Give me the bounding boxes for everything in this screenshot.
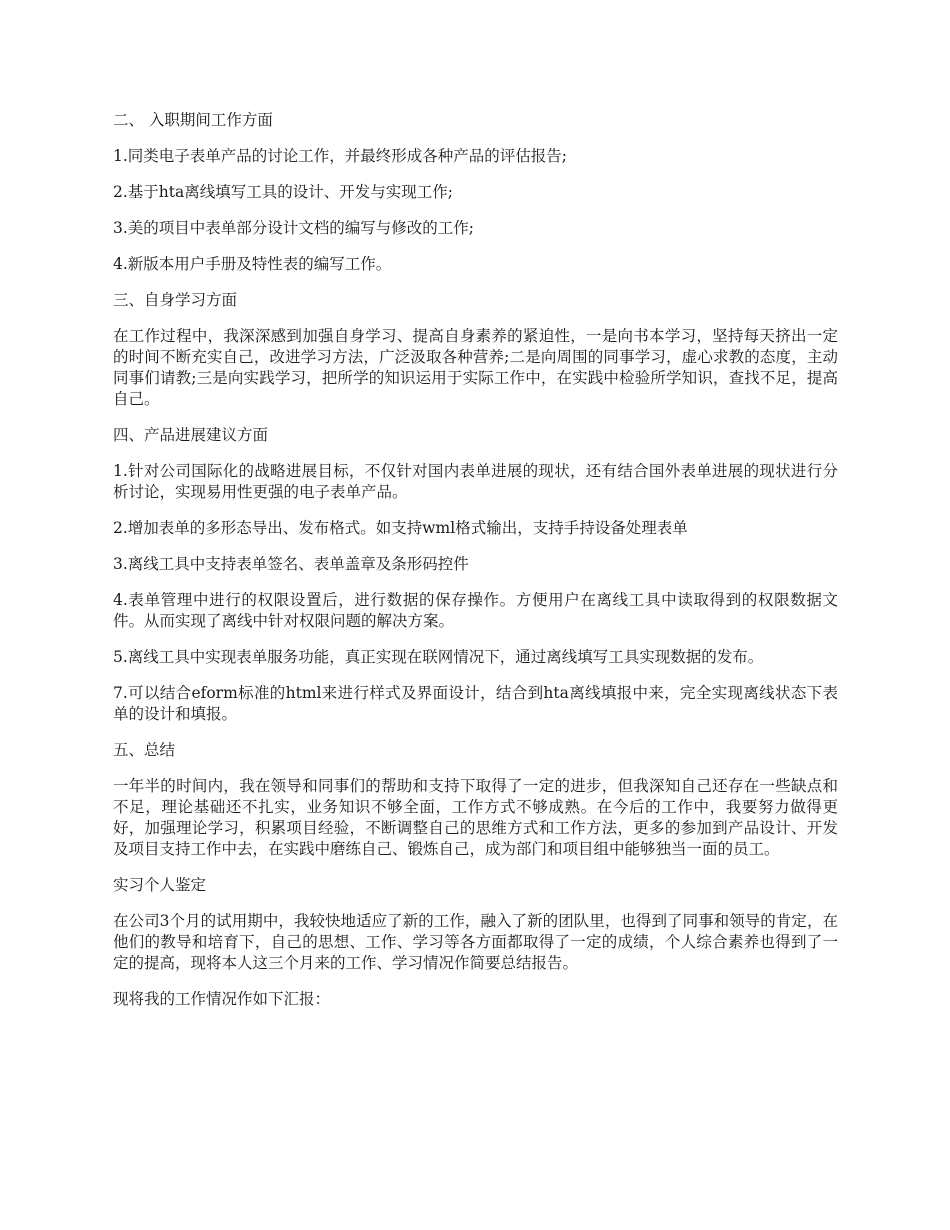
list-item: 1.针对公司国际化的战略进展目标，不仅针对国内表单进展的现状，还有结合国外表单进展的现状进行分析讨论，实现易用性更强的电子表单产品。 <box>113 462 838 501</box>
list-item: 3.离线工具中支持表单签名、表单盖章及条形码控件 <box>113 555 469 573</box>
list-item: 4.新版本用户手册及特性表的编写工作。 <box>113 255 392 273</box>
list-item: 2.基于hta离线填写工具的设计、开发与实现工作; <box>113 183 453 201</box>
body-paragraph: 在公司3个月的试用期中，我较快地适应了新的工作，融入了新的团队里，也得到了同事和领导的肯定，在他们的教导和培育下，自己的思想、工作、学习等各方面都取得了一定的成绩，个人综合素养也得到了一定的提高，现将本人这三个月来的工作、学习情况作简要总结报告。 <box>113 912 838 972</box>
section-heading-internship-appraisal: 实习个人鉴定 <box>113 876 207 894</box>
section-heading-product-suggestions: 四、产品进展建议方面 <box>113 426 269 444</box>
document-body <box>113 110 838 1025</box>
body-paragraph: 在工作过程中，我深深感到加强自身学习、提高自身素养的紧迫性，一是向书本学习，坚持每天挤出一定的时间不断充实自己，改进学习方法，广泛汲取各种营养;二是向周围的同事学习，虚心求教的态度，主动同事们请教;三是向实践学习，把所学的知识运用于实际工作中，在实践中检验所学知识，查找不足，提高自己。 <box>113 327 838 408</box>
list-item: 1.同类电子表单产品的讨论工作，并最终形成各种产品的评估报告; <box>113 147 568 165</box>
list-item: 5.离线工具中实现表单服务功能，真正实现在联网情况下，通过离线填写工具实现数据的发布。 <box>113 648 764 666</box>
section-heading-onboarding-work: 二、 入职期间工作方面 <box>113 111 273 129</box>
body-paragraph: 现将我的工作情况作如下汇报： <box>113 990 331 1008</box>
body-paragraph: 一年半的时间内，我在领导和同事们的帮助和支持下取得了一定的进步，但我深知自己还存在一些缺点和不足，理论基础还不扎实，业务知识不够全面，工作方式不够成熟。在今后的工作中，我要努力做得更好，加强理论学习，积累项目经验，不断调整自己的思维方式和工作方法，更多的参加到产品设计、开发及项目支持工作中去，在实践中磨练自己、锻炼自己，成为部门和项目组中能够独当一面的员工。 <box>113 777 838 858</box>
section-heading-summary: 五、总结 <box>113 741 176 759</box>
section-heading-self-study: 三、自身学习方面 <box>113 291 238 309</box>
list-item: 7.可以结合eform标准的html来进行样式及界面设计，结合到hta离线填报中来，完全实现离线状态下表单的设计和填报。 <box>113 684 838 723</box>
list-item: 2.增加表单的多形态导出、发布格式。如支持wml格式输出，支持手持设备处理表单 <box>113 519 688 537</box>
list-item: 3.美的项目中表单部分设计文档的编写与修改的工作; <box>113 219 475 237</box>
list-item: 4.表单管理中进行的权限设置后，进行数据的保存操作。方便用户在离线工具中读取得到的权限数据文件。从而实现了离线中针对权限问题的解决方案。 <box>113 591 838 630</box>
